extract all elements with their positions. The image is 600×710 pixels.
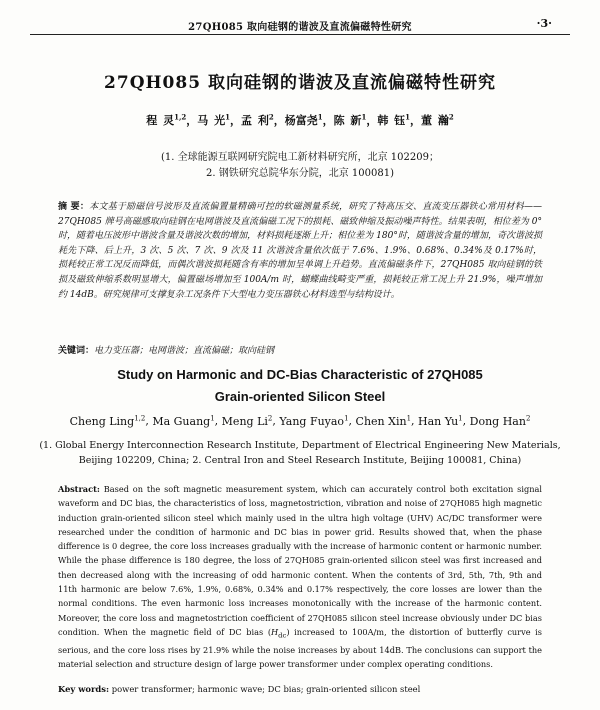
en-affiliation-2: Beijing 102209, China; 2. Central Iron and Steel Research Institute, Beijing 100081, China) [78,455,522,466]
running-title: 27QH085 取向硅钢的谐波及直流偏磁特性研究 [188,22,412,33]
en-author [279,415,348,428]
en-keywords-label: Key words: [58,684,110,694]
cn-author-name: 韩 钰 [377,114,406,127]
en-author-separator: , [348,414,356,428]
en-author-affiliation-mark: 1 [210,414,215,422]
en-author-name: Dong Han [469,414,526,428]
cn-author-separator: ， [322,114,334,127]
cn-affiliation-2: 2. 钢铁研究总院华东分院，北京 100081) [206,168,394,179]
en-author [152,415,214,428]
en-author [470,415,531,428]
header-rule [30,34,570,35]
cn-author [146,114,186,127]
cn-author-affiliation-mark: 1 [405,112,411,122]
cn-keywords [58,343,542,356]
en-abstract-text-b: ) increased to 100A/m, the distortion of butterfly curve is serious, and the core loss rises by 21.9% while the noise increases by about 14dB. The conclusions can support the material selection and structure design of large power transformer under complex operating conditions. [58,626,542,670]
en-author-name: Cheng Ling [69,414,135,428]
cn-author [241,114,274,127]
cn-author-name: 程 灵 [146,114,175,127]
en-author-separator: , [145,414,153,428]
cn-author [334,114,367,127]
en-title-line-1: Study on Harmonic and DC-Bias Characteristic of 27QH085 [117,367,483,382]
cn-author-affiliation-mark: 1 [225,112,230,122]
en-author-separator: , [411,414,419,428]
cn-author-list [0,112,600,128]
en-author-affiliation-mark: 1 [406,414,412,422]
cn-author-affiliation-mark: 2 [268,112,274,122]
en-author-name: Meng Li [221,414,268,428]
en-author-separator: , [214,414,222,428]
en-abstract-text-a: Based on the soft magnetic measurement system, which can accurately control both excitation signal waveform and DC bias, the characteristics of loss, magnetostriction, vibration and noise of 27QH085 high magnetic induction grain-oriented silicon steel which mainly used in the ultra high voltage (UHV) AC/DC transformer were researched under the condition of harmonic and DC bias in power grid. Results showed that, when the phase difference is 0 degree, the core loss increases gradually with the increase of harmonic content or harmonic number. While the phase difference is 180 degree, the loss of 27QH085 grain-oriented silicon steel was first increased and then decreased along with the increasing of odd harmonic content. When the contents of 3rd, 5th, 7th, 9th and 11th harmonic are below 7.6%, 1.9%, 0.68%, 0.34% and 0.17% respectively, the core losses are lower than the normal conditions. The even harmonic loss increases monotonically with the increase of the harmonic content. Moreover, the core loss and magnetostriction coefficient of 27QH085 silicon steel increase obviously under DC bias condition. When the magnetic field of DC bias ( [58,484,542,637]
cn-author-name: 陈 新 [333,114,362,127]
en-author-list [0,414,600,428]
cn-affiliations [0,150,600,182]
en-author-affiliation-mark: 1 [344,414,349,422]
en-title [0,364,600,408]
cn-abstract-text: 本文基于励磁信号波形及直流偏置量精确可控的软磁测量系统，研究了特高压交、直流变压器铁心常用材料——27QH085 牌号高磁感取向硅钢在电网谐波及直流偏磁工况下的损耗、磁致伸缩及振动噪声特性。结果表明，相位差为 0°时，随着电压波形中谐波含量及谐波次数的增加，材料损耗逐渐上升；相位差为 180°时，随谐波含量的增加，奇次谐波损耗先下降、后上升，3 次、5 次、7 次、9 次及 11 次谐波含量依次低于 7.6%、1.9%、0.68%、0.34%及 0.17%时，损耗较正常工况反而降低，而偶次谐波损耗随含有率的增加呈单调上升趋势。直流偏磁条件下，27QH085 取向硅钢的铁损及磁致伸缩系数明显增大，偏置磁场增加至 100A/m 时，蝴蝶曲线畸变严重，损耗较正常工况上升 21.9%，噪声增加约 14dB。研究规律可支撑复杂工况条件下大型电力变压器铁心材料选型与结构设计。 [58,202,542,300]
page-number: ·3· [536,17,552,30]
en-author [222,415,273,428]
cn-title: 27QH085 取向硅钢的谐波及直流偏磁特性研究 [104,73,496,93]
cn-author-separator: ， [366,114,378,127]
en-keywords-text: power transformer; harmonic wave; DC bias; grain-oriented silicon steel [111,684,421,694]
cn-author [285,114,323,127]
running-header [0,0,600,40]
en-author [418,415,463,428]
cn-keywords-text: 电力变压器；电网谐波；直流偏磁；取向硅钢 [94,346,275,356]
en-author-separator: , [272,414,280,428]
en-author-affiliation-mark: 2 [525,414,531,422]
cn-author-separator: ， [230,114,241,127]
cn-keywords-label: 关键词： [58,346,95,356]
cn-author-affiliation-mark: 1 [317,112,323,122]
en-affiliation-1: (1. Global Energy Interconnection Research Institute, Department of Electrical Engineering New Materials, [39,440,561,451]
cn-author-name: 杨富尧 [284,114,318,127]
cn-author-affiliation-mark: 1 [361,112,367,122]
cn-author-separator: ， [273,114,285,127]
cn-abstract [58,200,542,302]
cn-author-separator: ， [186,114,198,127]
en-author-name: Ma Guang [152,414,211,428]
en-author-affiliation-mark: 1,2 [134,414,146,422]
cn-author-name: 孟 利 [241,114,269,127]
en-title-line-2: Grain-oriented Silicon Steel [214,389,386,404]
cn-affiliation-1: (1. 全球能源互联网研究院电工新材料研究所，北京 102209； [161,152,439,163]
cn-author-affiliation-mark: 1,2 [174,112,187,122]
en-abstract-hdc: H [271,626,279,637]
en-affiliations [0,438,600,468]
en-author-separator: , [462,414,470,428]
en-author [70,415,146,428]
cn-author [197,114,230,127]
en-author-name: Han Yu [418,414,459,428]
en-abstract-label: Abstract: [58,484,100,494]
cn-abstract-label: 摘 要： [58,202,90,212]
en-author-name: Yang Fuyao [279,414,345,428]
en-abstract [58,482,542,672]
en-author-name: Chen Xin [355,414,407,428]
cn-author-affiliation-mark: 2 [448,112,454,122]
en-keywords [58,684,542,694]
en-author-affiliation-mark: 2 [267,414,273,422]
en-abstract-hdc-sub: dc [278,631,287,640]
cn-author-separator: ， [410,114,422,127]
cn-author [421,114,454,127]
en-author [356,415,412,428]
cn-author [377,114,410,127]
cn-author-name: 马 光 [197,114,226,127]
cn-author-name: 董 瀚 [421,114,449,127]
en-author-affiliation-mark: 1 [458,414,463,422]
